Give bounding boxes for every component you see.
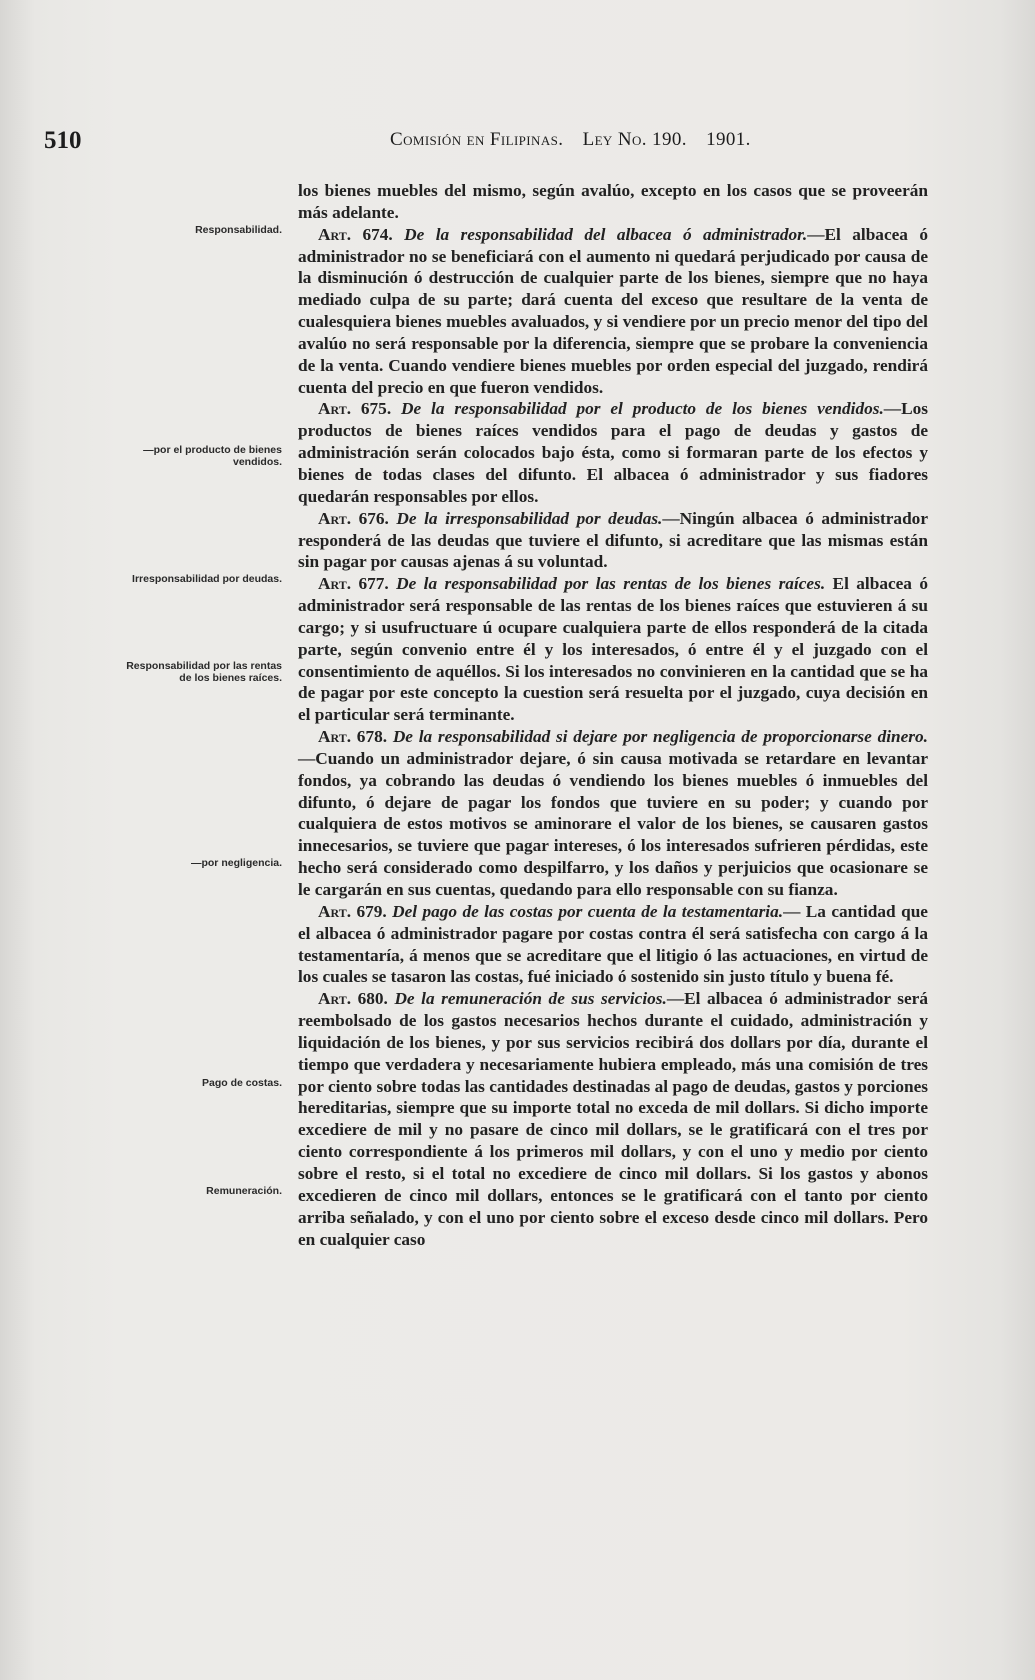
article-title: De la remuneración de sus servicios. <box>394 989 667 1009</box>
article-number: Art. 679. <box>318 901 387 921</box>
paragraph-text: los bienes muebles del mismo, según avalúo, excepto en los casos que se proveerán más adelante. <box>298 181 928 222</box>
article-number: Art. 677. <box>318 574 389 594</box>
article-number: Art. 675. <box>318 399 392 419</box>
article-title: De la irresponsabilidad por deudas. <box>396 508 663 528</box>
article-number: Art. 674. <box>318 224 393 244</box>
body-text <box>298 180 928 1250</box>
running-head <box>390 129 765 151</box>
margin-note-responsabilidad: Responsabilidad. <box>195 224 282 236</box>
margin-note-rentas: Responsabilidad por las rentas de los bienes raíces. <box>126 660 282 684</box>
page-number: 510 <box>44 127 82 154</box>
article-678 <box>298 726 928 901</box>
article-text: El albacea ó administrador será responsable de las rentas de los bienes raíces que estuvieren á su cargo; y si usufructuare ú ocupare cualquiera parte de ellos responderá de la citada parte, según convenio entre él y los interesados, ó entre él y el juzgado con el consentimiento de aquéllos. Si los interesados no convinieren en la cantidad que se ha de pagar por este concepto la cuestion será resuelta por el juzgado, cuya decisión en el particular será terminante. <box>298 574 928 725</box>
article-680 <box>298 988 928 1250</box>
article-title: De la responsabilidad por las rentas de los bienes raíces. <box>396 574 826 594</box>
page-header <box>44 127 844 157</box>
paragraph-continuation <box>298 180 928 224</box>
article-title: De la responsabilidad por el producto de los bienes vendidos. <box>401 399 884 419</box>
article-title: Del pago de las costas por cuenta de la testamentaria. <box>392 901 784 921</box>
article-number: Art. 680. <box>318 989 388 1009</box>
running-head-year: 1901. <box>706 129 751 150</box>
article-676 <box>298 508 928 574</box>
margin-note-negligencia: —por negligencia. <box>190 857 282 869</box>
article-text: — La cantidad que el albacea ó administrador pagare por costas contra él será satisfecha con cargo á la testamentaría, á menos que se acreditare que el litigio ó las actuaciones, en virtud de los cuales se tasaron las costas, fué iniciado ó sostenido sin justo título y buena fé. <box>298 901 928 987</box>
article-677 <box>298 573 928 726</box>
margin-note-remuneracion: Remuneración. <box>206 1185 282 1197</box>
article-679 <box>298 901 928 988</box>
margin-note-producto: —por el producto de bienes vendidos. <box>143 444 282 468</box>
article-674 <box>298 224 928 399</box>
article-text: —Ningún albacea ó administrador responderá de las deudas que tuviere el difunto, si acreditare que las mismas están sin pagar por causas ajenas á su voluntad. <box>298 508 928 572</box>
margin-note-costas: Pago de costas. <box>202 1077 282 1089</box>
article-number: Art. 678. <box>318 727 388 747</box>
article-text: —Los productos de bienes raíces vendidos para el pago de deudas y gastos de administración serán colocados bajo ésta, como si formaran parte de los efectos y bienes de todas clases del difunto. El albacea ó administrador y sus fiadores quedarán responsables por ellos. <box>298 399 928 506</box>
article-675 <box>298 398 928 507</box>
article-text: —El albacea ó administrador será reembolsado de los gastos necesarios hechos durante el cuidado, administración y liquidación de los bienes, y por sus servicios recibirá dos dollars por día, durante el tiempo que verdadera y necesariamente hubiera empleado, más una comisión de tres por ciento sobre todas las cantidades destinadas al pago de deudas, gastos y porciones hereditarias, siempre que su importe total no exceda de mil dollars. Si dicho importe excediere de mil y no pasare de cinco mil dollars, se le gratificará con el tres por ciento correspondiente á los primeros mil dollars, y con el uno y medio por ciento sobre el resto, si el total no excediere de cinco mil dollars. Si los gastos y abonos excedieren de cinco mil dollars, entonces se le gratificará con el tanto por ciento arriba señalado, y con el uno por ciento sobre el exceso desde cinco mil dollars. Pero en cualquier caso <box>298 989 928 1249</box>
article-text: —El albacea ó administrador no se beneficiará con el aumento ni quedará perjudicado por causa de la disminución ó destrucción de cualquier parte de los bienes, siempre que no haya mediado culpa de su parte; dará cuenta del exceso que resultare de la venta de cualesquiera bienes muebles avaluados, y si vendiere por un precio menor del tipo del avalúo no será responsable por la diferencia, siempre que se probare la conveniencia de la venta. Cuando vendiere bienes muebles por orden especial del juzgado, rendirá cuenta del precio en que fueron vendidos. <box>298 224 928 397</box>
running-head-commission: Comisión en Filipinas. <box>390 129 564 150</box>
running-head-law: Ley No. 190. <box>582 129 687 150</box>
article-title: De la responsabilidad del albacea ó administrador. <box>404 224 808 244</box>
margin-note-irresponsabilidad: Irresponsabilidad por deudas. <box>132 573 282 585</box>
article-text: —Cuando un administrador dejare, ó sin causa motivada se retardare en levantar fondos, ya cobrando las deudas ó vendiendo los bienes muebles ó inmuebles del difunto, ó dejare de pagar los fondos que tuviere en su poder; y cuando por cualquiera de estos motivos se aminorare el valor de los bienes, se causaren gastos innecesarios, se tuviere que pagar intereses, ó los interesados sufrieren pérdidas, este hecho será considerado como despilfarro, y los daños y perjuicios que ocasionare se le cargarán en sus cuentas, quedando para ello responsable con su fianza. <box>298 748 928 899</box>
article-title: De la responsabilidad si dejare por negligencia de proporcionarse dinero. <box>392 727 928 747</box>
article-number: Art. 676. <box>318 508 389 528</box>
